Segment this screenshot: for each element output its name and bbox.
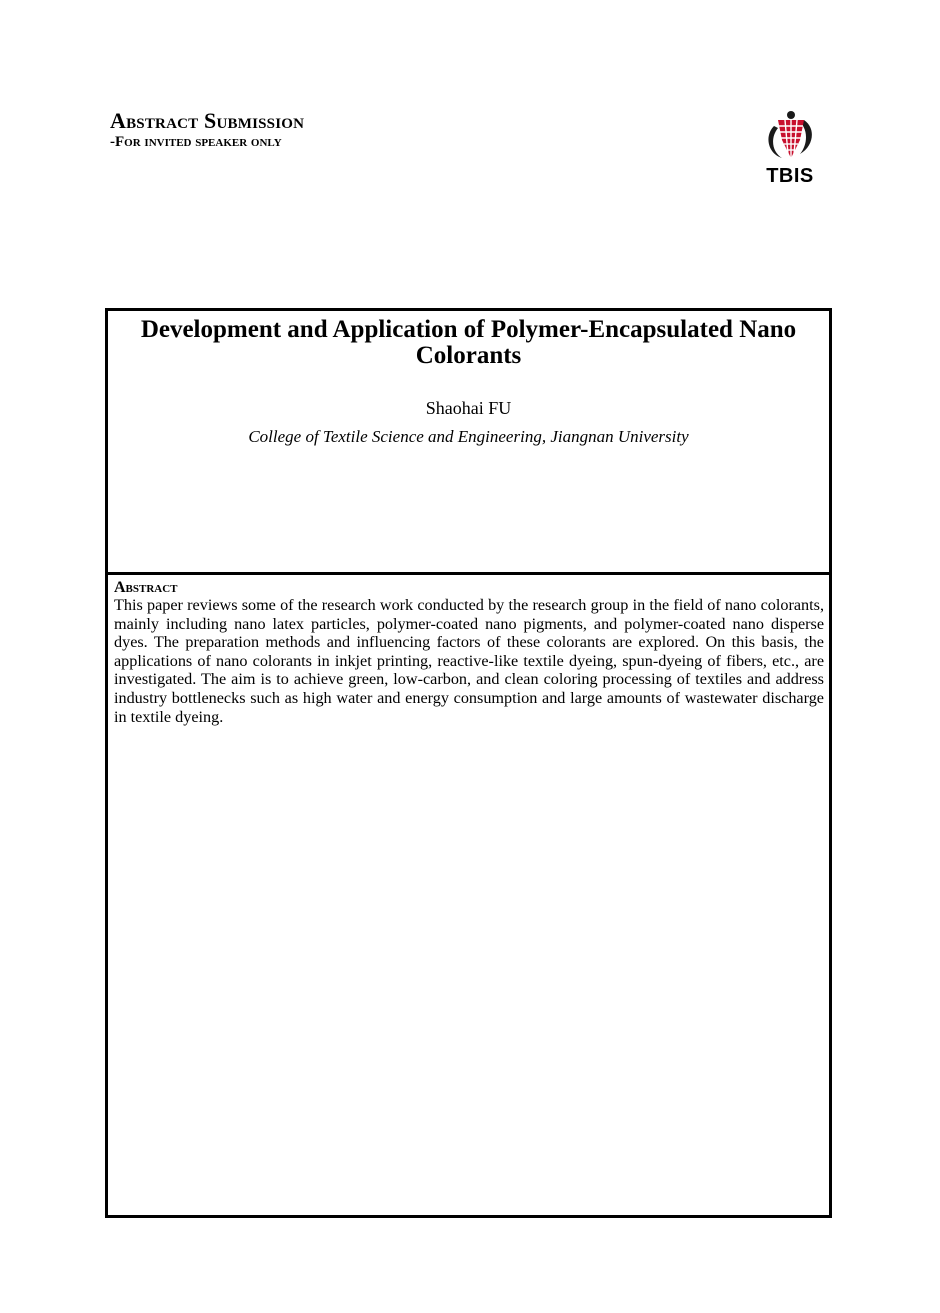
abstract-section bbox=[114, 579, 824, 726]
header-subtitle: -For invited speaker only bbox=[110, 134, 282, 150]
author-affiliation: College of Textile Science and Engineering, Jiangnan University bbox=[248, 427, 689, 446]
author-name: Shaohai FU bbox=[425, 398, 512, 418]
tbis-globe-logo-icon bbox=[760, 110, 820, 165]
paper-title: Development and Application of Polymer-Encapsulated Nano Colorants bbox=[140, 316, 797, 369]
abstract-heading: Abstract bbox=[114, 579, 178, 596]
header-title: Abstract Submission bbox=[110, 108, 305, 133]
tbis-logo bbox=[760, 110, 820, 190]
logo-text: TBIS bbox=[766, 165, 814, 187]
submission-header bbox=[110, 109, 304, 151]
title-section bbox=[108, 311, 829, 575]
abstract-frame bbox=[105, 308, 832, 1218]
abstract-body: This paper reviews some of the research work conducted by the research group in the field of nano colorants, mainly including nano latex particles, polymer-coated nano pigments, and polymer-coated nano disperse dyes. The preparation methods and influencing factors of these colorants are explored. On this basis, the applications of nano colorants in inkjet printing, reactive-like textile dyeing, spun-dyeing of fibers, etc., are investigated. The aim is to achieve green, low-carbon, and clean coloring processing of textiles and address industry bottlenecks such as high water and energy consumption and large amounts of wastewater discharge in textile dyeing. bbox=[114, 596, 824, 726]
